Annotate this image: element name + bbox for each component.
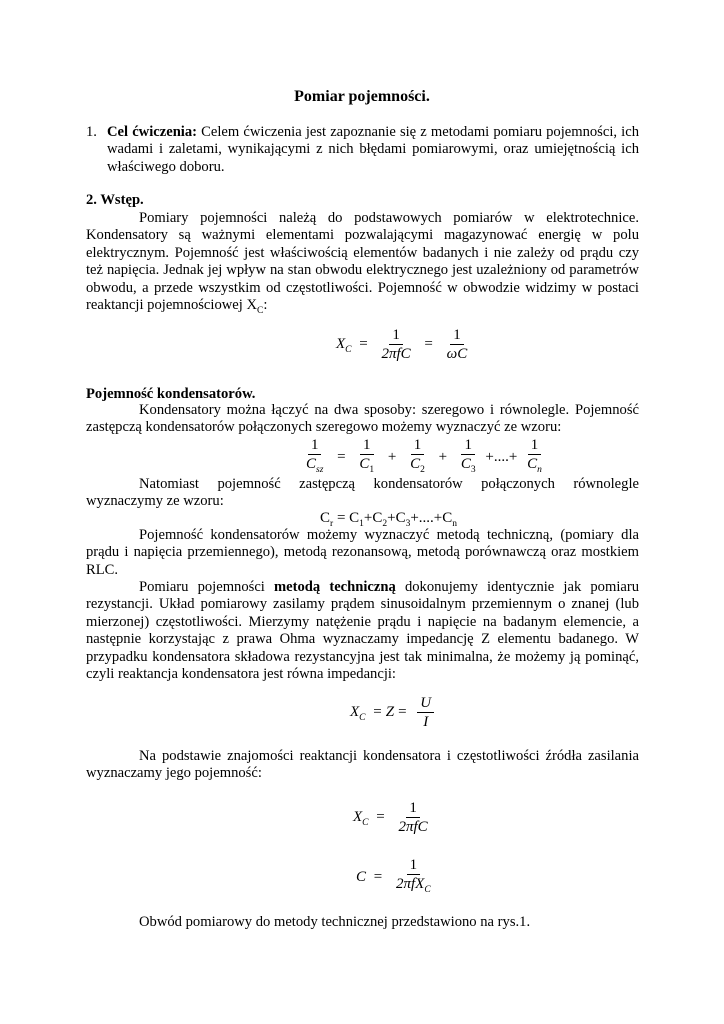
capacitors-para3: Pojemność kondensatorów możemy wyznaczyć metodą techniczną, (pomiary dla prądu i napięcia przemiennego), metodą rezonansową, metodą porównawczą oraz mostkiem RLC. <box>86 527 639 578</box>
capacitors-heading: Pojemność kondensatorów. <box>86 386 256 402</box>
section2-heading: 2. Wstęp. <box>86 192 144 208</box>
eq3-fraction: $\frac{U}{I}$ <box>417 694 434 731</box>
section2-paragraph <box>86 210 639 320</box>
final-sentence: Obwód pomiarowy do metody technicznej przedstawiono na rys.1. <box>139 914 531 930</box>
series-lhs: $\frac{1}{C_{sz}}$ <box>306 437 324 475</box>
section1-text: Celem ćwiczenia jest zapoznanie się z metodami pomiaru pojemności, ich wadami i zaletami, wynikającymi z nich błędami pomiarowymi, oraz umiejętnością ich właściwego doboru. <box>107 124 639 175</box>
equation-reactance: $X_C$ = $\frac{1}{\text{2πfC}}$ = $\frac{1}{\omega C}$ <box>336 326 473 363</box>
capacitors-para1: Kondensatory można łączyć na dwa sposoby: szeregowo i równolegle. Pojemność zastępczą kondensatorów połączonych szeregowo możemy wyznaczyć ze wzoru: <box>86 402 639 436</box>
series-dots: .... <box>493 448 509 465</box>
series-term-3: $\frac{1}{C_3}$ <box>460 437 476 475</box>
series-term-1: $\frac{1}{C_1}$ <box>359 437 375 475</box>
section2-sub: C <box>257 306 264 317</box>
page-title: Pomiar pojemności. <box>294 88 430 105</box>
section2-end: : <box>263 297 268 314</box>
section1-number: 1. <box>86 124 97 140</box>
section1-body <box>107 124 639 176</box>
series-term-2: $\frac{1}{C_2}$ <box>410 437 425 475</box>
para5: Na podstawie znajomości reaktancji kondensatora i częstotliwości źródła zasilania wyznaczamy jego pojemność: <box>86 748 639 782</box>
eq1-lhs-sub: C <box>345 344 352 355</box>
method-technical: metodą techniczną <box>274 579 396 595</box>
section2-text: Pomiary pojemności należą do podstawowych pomiarów w elektrotechnice. Kondensatory są ważnymi elementami pozwalającymi magazynować energię w polu elektrycznym. Pojemność jest właściwością elementów badanych i nie zależy od prądu czy też napięcia. Jednak jej wpływ na stan obwodu elektrycznego jest uzależniony od parametrów obwodu, a przede wszystkim od częstotliwości. Pojemność w obwodzie widzimy w postaci reaktancji pojemnościowej X <box>86 210 639 314</box>
eq5-fraction: $\frac{1}{2\pi fX_C}$ <box>395 857 431 895</box>
series-term-n: $\frac{1}{C_n}$ <box>527 437 542 475</box>
eq1-fraction-2: $\frac{1}{\omega C}$ <box>446 327 468 362</box>
capacitors-para2: Natomiast pojemność zastępczą kondensatorów połączonych równolegle wyznaczymy ze wzoru: <box>86 476 639 510</box>
equation-parallel: $C_r = C_1+C_2+C_3+....+C_n$ <box>320 510 458 529</box>
equation-xc: $X_C$ = $\frac{1}{\text{2πfC}}$ <box>353 799 434 836</box>
eq1-lhs: X <box>336 335 346 352</box>
equation-c: C = $\frac{1}{2\pi fX_C}$ <box>356 856 437 899</box>
equation-impedance: $X_C = Z$ = $\frac{U}{I}$ <box>350 694 437 731</box>
eq1-fraction-1: $\frac{1}{\text{2πfC}}$ <box>381 327 411 362</box>
eq4-fraction: $\frac{1}{\text{2πfC}}$ <box>398 800 428 835</box>
section1-label: Cel ćwiczenia: <box>107 124 198 140</box>
equation-series: $\frac{1}{C_{sz}}$ = $\frac{1}{C_1}$ + $\frac{1}{C_2}$ + $\frac{1}{C_3}$ +....+ $\frac{1}{C_n}$ <box>300 436 548 479</box>
capacitors-para4: Pomiaru pojemności metodą techniczną dokonujemy identycznie jak pomiaru rezystancji. Układ pomiarowy zasilamy prądem sinusoidalnym przemiennym o znanej (lub mierzonej) częstotliwości. Mierzymy natężenie prądu i napięcie na badanym elemencie, a następnie korzystając z prawa Ohma wyznaczamy impedancję Z elementu badanego. W przypadku kondensatora składowa rezystancyjna jest tak minimalna, że możemy ją pominąć, czyli reaktancja kondensatora jest równa impedancji: <box>86 579 640 683</box>
